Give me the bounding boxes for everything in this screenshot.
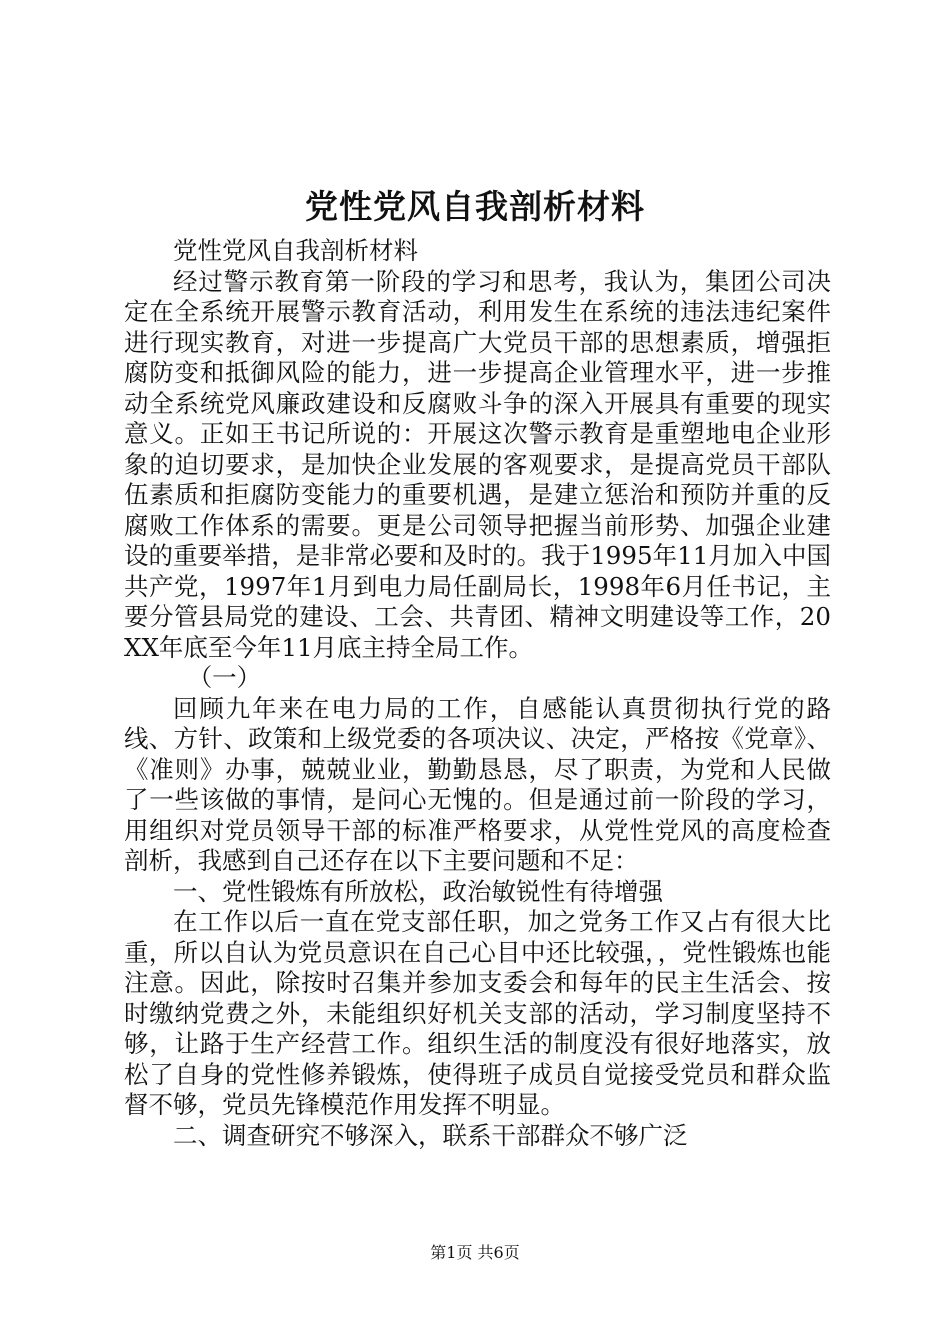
section-number: （一） bbox=[187, 663, 262, 692]
section-heading-1: 一、党性锻炼有所放松，政治敏锐性有待增强 bbox=[173, 876, 663, 906]
section-1-paragraph: 在工作以后一直在党支部任职，加之党务工作又占有很大比重，所以自认为党员意识在自己心目中还比较强，，党性锻炼也能注意。因此，除按时召集并参加支委会和每年的民主生活会、按时缴纳党费之外，未能组织好机关支部的活动，学习制度坚持不够，让路于生产经营工作。组织生活的制度没有很好地落实，放松了自身的党性修养锻炼，使得班子成员自觉接受党员和群众监督不够，党员先锋模范作用发挥不明显。 bbox=[124, 907, 831, 1119]
page-footer: 第1页 共6页 bbox=[430, 1243, 520, 1262]
section-heading-2: 二、调查研究不够深入，联系干部群众不够广泛 bbox=[173, 1120, 688, 1150]
subtitle-paragraph: 党性党风自我剖析材料 bbox=[173, 236, 418, 265]
intro-paragraph: 经过警示教育第一阶段的学习和思考，我认为，集团公司决定在全系统开展警示教育活动，利用发生在系统的违法违纪案件进行现实教育，对进一步提高广大党员干部的思想素质，增强拒腐防变和抵御风险的能力，进一步提高企业管理水平，进一步推动全系统党风廉政建设和反腐败斗争的深入开展具有重要的现实意义。正如王书记所说的：开展这次警示教育是重塑地电企业形象的迫切要求，是加快企业发展的客观要求，是提高党员干部队伍素质和拒腐防变能力的重要机遇，是建立惩治和预防并重的反腐败工作体系的需要。更是公司领导把握当前形势、加强企业建设的重要举措，是非常必要和及时的。我于1995年11月加入中国共产党，1997年1月到电力局任副局长，1998年6月任书记，主要分管县局党的建设、工会、共青团、精神文明建设等工作，20XX年底至今年11月底主持全局工作。 bbox=[124, 266, 831, 662]
review-paragraph: 回顾九年来在电力局的工作，自感能认真贯彻执行党的路线、方针、政策和上级党委的各项决议、决定，严格按《党章》、《准则》办事，兢兢业业，勤勤恳恳，尽了职责，为党和人民做了一些该做的事情，是问心无愧的。但是通过前一阶段的学习，用组织对党员领导干部的标准严格要求，从党性党风的高度检查剖析，我感到自己还存在以下主要问题和不足： bbox=[124, 693, 831, 875]
document-title: 党性党风自我剖析材料 bbox=[305, 187, 645, 226]
document-body bbox=[124, 236, 831, 1151]
